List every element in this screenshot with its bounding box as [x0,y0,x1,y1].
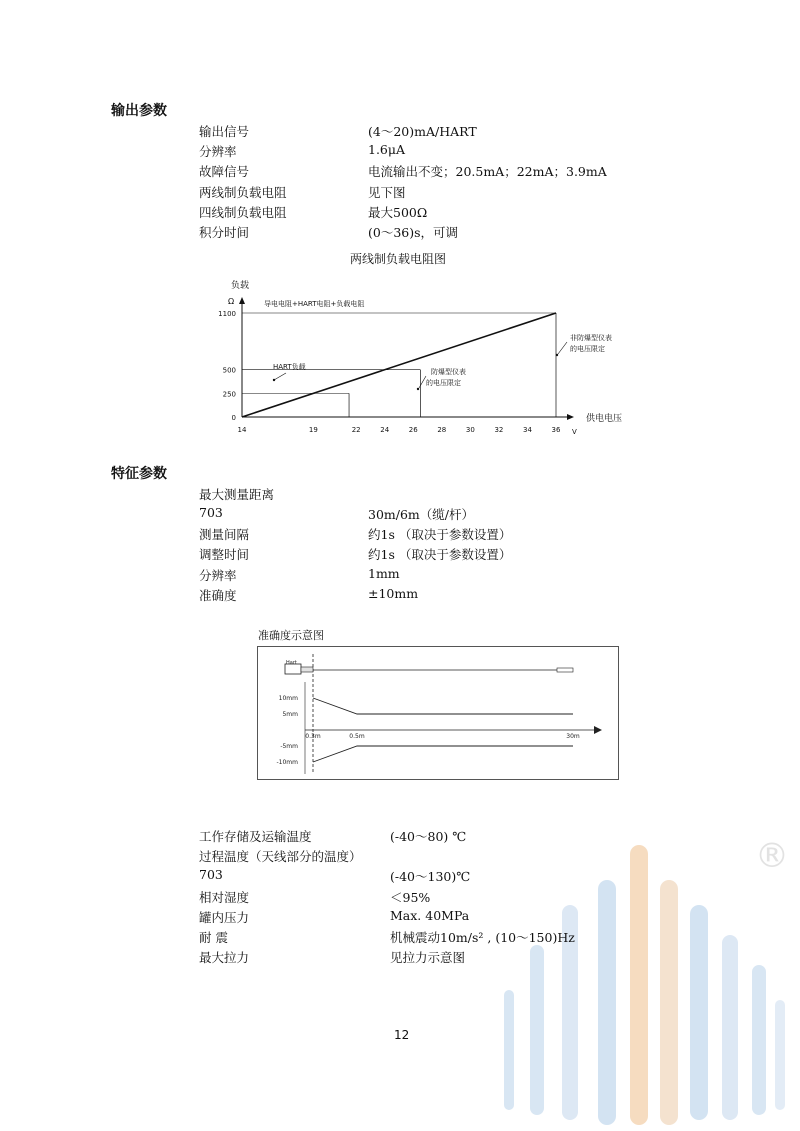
y-axis-arrow [239,297,245,304]
env-param-label: 工作存储及运输温度 [199,829,312,844]
registered-mark: ® [755,836,789,876]
env-param-value: 机械震动10m/s² , (10～150)Hz [390,930,575,945]
accuracy-x-tick: 30m [566,733,580,740]
page-number: 12 [394,1028,410,1042]
feature-param-value: ±10mm [368,585,419,601]
features-heading: 特征参数 [111,466,167,482]
env-param-label: 罐内压力 [199,909,250,925]
feature-param-value: 约1s （取决于参数设置） [368,527,512,543]
x-axis-unit: V [572,428,577,436]
nonex-limit-dot [556,354,558,356]
hart-load-dot [273,379,275,381]
x-tick-label: 36 [551,426,561,434]
output-param-value: 电流输出不变；20.5mA；22mA；3.9mA [368,164,607,180]
y-tick-label: 0 [231,414,236,422]
line-label: 导电电阻+HART电阻+负载电阻 [264,300,365,308]
x-tick-label: 30 [465,426,475,434]
hart-load-leader [274,373,286,380]
feature-param-label: 703 [199,505,223,520]
env-param-label: 过程温度（天线部分的温度） [199,849,362,865]
env-param-label: 703 [199,867,223,883]
output-param-value: (4～20)mA/HART [368,124,477,139]
x-tick-label: 34 [522,426,532,434]
accuracy-chart-title: 准确度示意图 [258,629,324,642]
feature-param-value: 约1s （取决于参数设置） [368,547,512,563]
x-tick-label: 32 [494,426,504,434]
x-axis-label: 供电电压 [586,414,623,424]
features-subheading: 最大测量距离 [199,487,275,502]
x-tick-label: 28 [437,426,447,434]
x-tick-label: 26 [408,426,418,434]
output-param-label: 故障信号 [199,164,250,180]
ex-limit-label-2: 的电压限定 [426,379,461,387]
ex-limit-label-1: 防爆型仪表 [431,368,466,376]
feature-param-label: 准确度 [199,587,237,603]
ex-limit-dot [417,388,419,390]
feature-param-value: 1mm [368,565,400,581]
output-param-label: 积分时间 [199,225,250,240]
accuracy-y-tick: -10mm [276,759,298,766]
output-param-value: (0～36)s，可调 [368,225,459,240]
nonex-limit-leader [558,342,567,354]
y-tick-label: 500 [222,366,236,375]
y-axis-unit: Ω [228,297,235,306]
x-tick-label: 22 [351,426,361,434]
feature-param-label: 测量间隔 [199,527,250,543]
nonex-limit-label-2: 的电压限定 [570,345,605,353]
env-param-value: 见拉力示意图 [390,950,466,966]
output-heading: 输出参数 [111,103,167,119]
probe-weight [557,668,573,672]
output-param-label: 分辨率 [199,144,237,160]
y-tick-label: 1100 [218,310,236,318]
output-param-value: 见下图 [368,184,406,200]
feature-param-label: 调整时间 [199,547,250,563]
feature-param-value: 30m/6m（缆/杆） [368,507,474,522]
env-param-value: ＜95% [390,889,431,905]
env-param-label: 最大拉力 [199,950,250,966]
x-tick-label: 24 [380,426,390,434]
env-param-label: 相对湿度 [199,889,250,905]
accuracy-chart [257,646,619,780]
y-tick-label: 250 [222,390,236,399]
env-param-value: (-40～80) ℃ [390,829,467,844]
feature-param-label: 分辨率 [199,567,237,583]
accuracy-x-tick: 0.3m [305,733,321,740]
x-tick-label: 14 [237,426,247,434]
load-chart-title: 两线制负载电阻图 [350,252,447,266]
accuracy-y-tick: 10mm [278,695,298,702]
accuracy-y-tick: -5mm [280,743,298,750]
accuracy-frame [258,647,619,780]
y-axis-label: 负载 [231,281,250,291]
env-param-value: Max. 40MPa [390,907,470,923]
nonex-limit-label-1: 非防爆型仪表 [570,334,612,342]
output-param-label: 四线制负载电阻 [199,204,287,220]
probe-flange [301,667,313,672]
hart-load-label: HART负载 [273,363,306,371]
accuracy-y-tick: 5mm [282,711,298,718]
output-param-value: 最大500Ω [368,204,428,220]
env-param-label: 耐 震 [199,930,228,945]
output-param-label: 两线制负载电阻 [199,184,287,200]
output-param-value: 1.6μA [368,142,406,158]
load-resistance-chart [200,270,650,440]
accuracy-x-tick: 0.5m [349,733,365,740]
probe-label: Hart [286,660,297,666]
env-param-value: (-40～130)℃ [390,869,471,885]
x-axis-arrow [567,414,574,420]
output-param-label: 输出信号 [199,124,250,139]
x-tick-label: 19 [308,426,318,434]
ex-limit-leader [419,376,426,388]
